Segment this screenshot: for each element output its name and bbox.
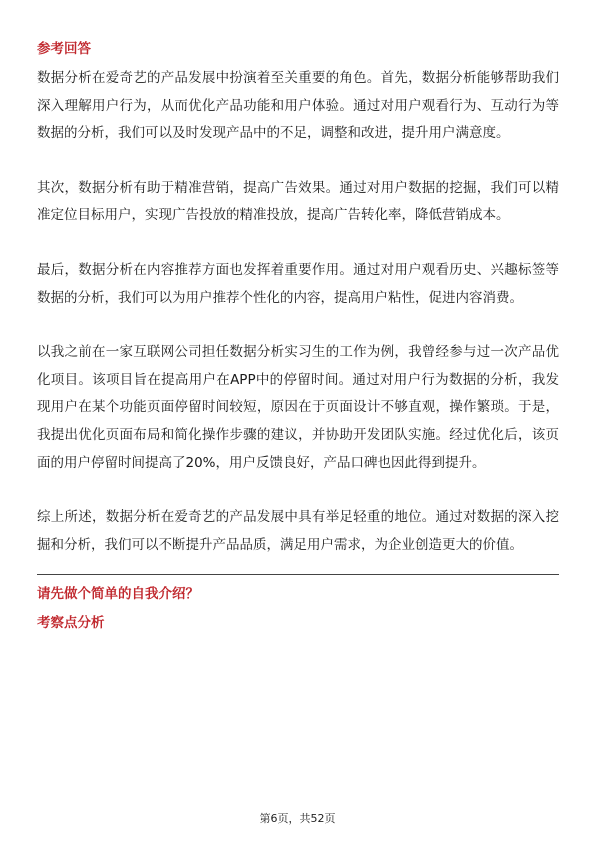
section-divider <box>37 574 559 575</box>
paragraph-3: 最后，数据分析在内容推荐方面也发挥着重要作用。通过对用户观看历史、兴趣标签等数据的分析，我们可以为用户推荐个性化的内容，提高用户粘性，促进内容消费。 <box>37 261 559 306</box>
document-body <box>37 38 559 634</box>
analysis-subheading: 考察点分析 <box>37 615 105 632</box>
paragraph-2: 其次，数据分析有助于精准营销，提高广告效果。通过对用户数据的挖掘，我们可以精准定位目标用户，实现广告投放的精准投放，提高广告转化率，降低营销成本。 <box>37 179 559 224</box>
paragraph-4: 以我之前在一家互联网公司担任数据分析实习生的工作为例，我曾经参与过一次产品优化项目。该项目旨在提高用户在APP中的停留时间。通过对用户行为数据的分析，我发现用户在某个功能页面停留时间较短，原因在于页面设计不够直观，操作繁琐。于是，我提出优化页面布局和简化操作步骤的建议，并协助开发团队实施。经过优化后，该页面的用户停留时间提高了20%，用户反馈良好，产品口碑也因此得到提升。 <box>37 344 559 471</box>
paragraph-1: 数据分析在爱奇艺的产品发展中扮演着至关重要的角色。首先，数据分析能够帮助我们深入理解用户行为，从而优化产品功能和用户体验。通过对用户观看行为、互动行为等数据的分析，我们可以及时发现产品中的不足，调整和改进，提升用户满意度。 <box>37 70 559 142</box>
paragraph-5: 综上所述，数据分析在爱奇艺的产品发展中具有举足轻重的地位。通过对数据的深入挖掘和分析，我们可以不断提升产品品质，满足用户需求，为企业创造更大的价值。 <box>37 509 559 553</box>
answer-heading: 参考回答 <box>37 41 91 57</box>
page-number: 第6页，共52页 <box>259 812 336 825</box>
next-question-heading: 请先做个简单的自我介绍？ <box>37 586 199 603</box>
